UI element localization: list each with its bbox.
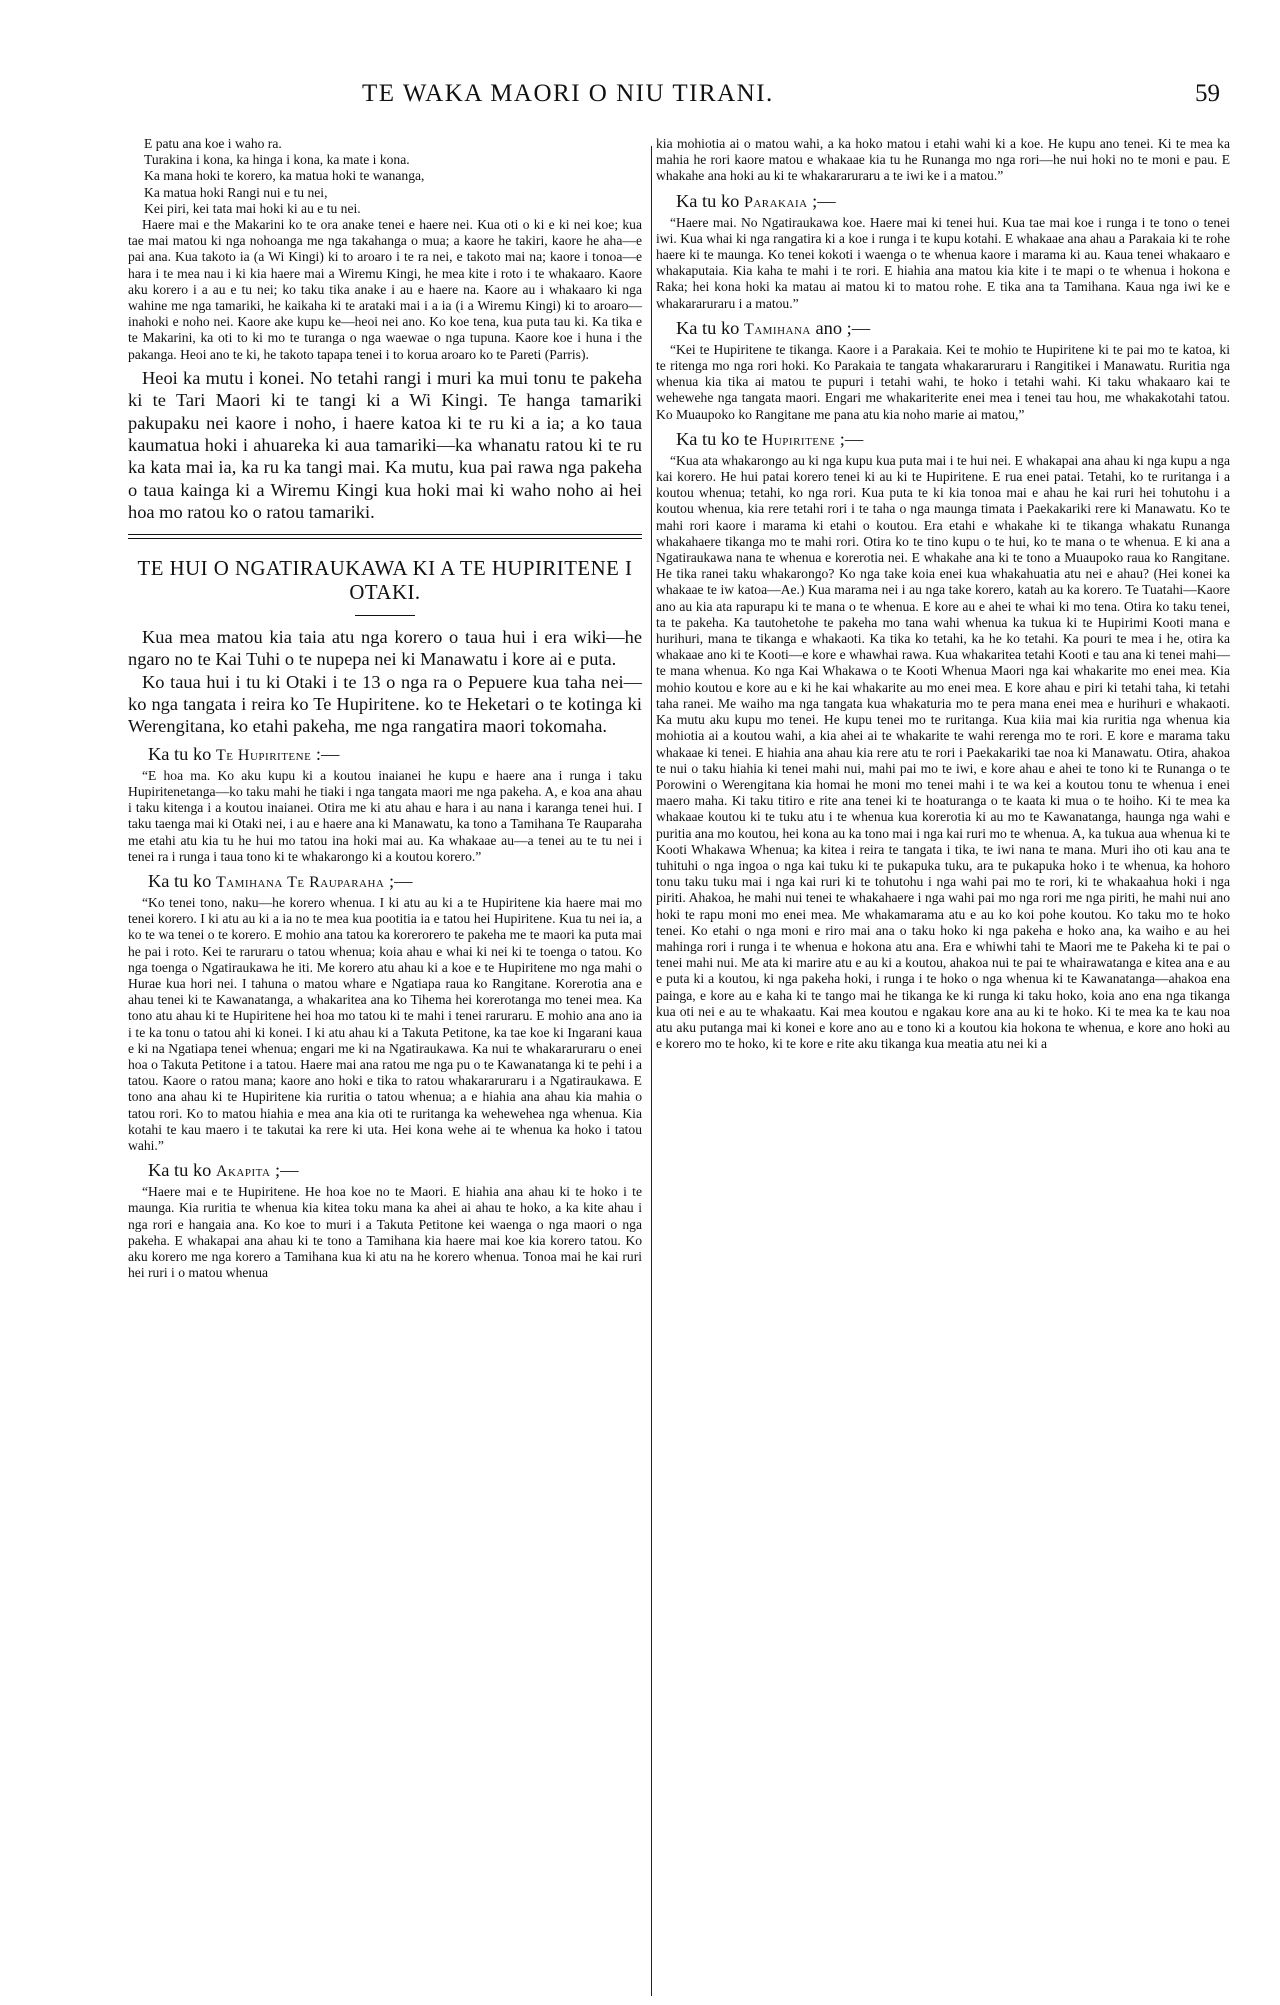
paragraph: Kua mea matou kia taia atu nga korero o taua hui i era wiki—he ngaro no te Kai Tuhi o te nupepa nei ki Manawatu i kore ai e puta. bbox=[128, 626, 642, 670]
column-divider bbox=[651, 146, 652, 1996]
verse-line: Ka matua hoki Rangi nui e tu nei, bbox=[144, 184, 328, 200]
speaker-name: Parakaia bbox=[743, 193, 808, 211]
speaker-prefix: Ka tu ko bbox=[148, 743, 216, 764]
page-number: 59 bbox=[1195, 80, 1220, 107]
speaker-prefix: Ka tu ko bbox=[148, 870, 216, 891]
page-header bbox=[132, 80, 1232, 120]
speaker-suffix: ;— bbox=[807, 190, 836, 211]
speaker-suffix: ;— bbox=[835, 428, 864, 449]
short-rule bbox=[355, 615, 415, 616]
speaker-suffix: ;— bbox=[384, 870, 413, 891]
speech: “Haere mai. No Ngatiraukawa koe. Haere mai ki tenei hui. Kua tae mai koe i runga i te tono o tenei iwi. Kua whai ki nga rangatira ki a koe i runga i te kupu kotahi. E whakaae ana ahau a Parakaia ki te rohe haere ki te maunga. Ko tenei kokoti i waenga o te whenua kaore i marama ki au. Kaua tenei whakaaro e whakaputaia. Kia kaha te mahi i te rori. E hiahia ana matou kia kite i te mapi o te whenua i hokona e Raka; hei kona hoki ka matau ai matou ki to matou rohe. E tika ana ta Tamihana. Kaua nga iwi ke e whakararuraru i a matou.” bbox=[656, 214, 1230, 311]
paragraph: Haere mai e the Makarini ko te ora anake tenei e haere nei. Kua oti o ki e ki nei koe; kua tae mai matou ki nga nohoanga me nga takahanga o mua; a kaore he takiri, kaore he aha—e pai ana. Kua takoto ia (a Wi Kingi) ki to aroaro i te ra nei, e takoto mai na; kaore i tonoa—e hara i te mea nau i ki kia haere mai a Wiremu Kingi, he mea kite i roto i te whakaaro. Kaore aku korero i a au e tu nei; ko taku tika anake i au e haere na. Kaore au i whakaaro ki nga wahine me nga tamariki, he kaikaha ki te arataki mai i a ia (i a Wiremu Kingi) ki to aroaro—inahoki e noho nei. Kaore ake kupu ke—heoi nei ano. Ko koe tena, kua puta tau ki. Ka tika e te Makarini, ka oti to ki mo te turanga o nga waewae o nga tupuna. Kaore koe i huna i the pakanga. Heoi ano te ki, he takoto tapapa tenei i to korua aroaro ko te Pareti (Parris). bbox=[128, 217, 642, 362]
speaker-prefix: Ka tu ko bbox=[676, 317, 744, 338]
speech: “E hoa ma. Ko aku kupu ki a koutou inaianei he kupu e haere ana i runga i taku Hupiritenetanga—ko taku mahi he tiaki i nga tangata maori me nga pakeha. A, e koa ana ahau i taku kitenga i a koutou inaianei. Otira me ki atu ahau e hara i au nana i karanga tenei hui. I taku taenga mai ki Otaki nei, i au e haere ana ki Manawatu, ka tono a Tamihana Te Rauparaha me etahi atu kia tu he hui mo tatou ina hoki mai au. Ka whakaae au—a tenei au te tu nei i tenei ra i runga i taua tono ki te whakarongo ki a koutou korero.” bbox=[128, 767, 642, 864]
left-column bbox=[128, 136, 642, 1281]
verse-line: E patu ana koe i waho ra. bbox=[144, 136, 282, 151]
speaker-heading bbox=[128, 869, 642, 895]
speaker-suffix: :— bbox=[311, 743, 340, 764]
speaker-name: Akapita bbox=[215, 1163, 271, 1181]
speaker-heading bbox=[128, 742, 642, 768]
speaker-suffix: ;— bbox=[270, 1160, 299, 1181]
paragraph: kia mohiotia ai o matou wahi, a ka hoko matou i etahi wahi ki a koe. He kupu ano tenei. Ki te mea ka mahia he rori kaore matou e whakaae kia tu he Runanga mo nga rori—he nui hoki no te moni e pau. E whakahe ana hoki au ki te whakararuraru a te iwi ke i a matou.” bbox=[656, 136, 1230, 184]
section-rule bbox=[128, 534, 642, 539]
verse-block bbox=[128, 136, 642, 217]
speaker-prefix: Ka tu ko bbox=[676, 190, 744, 211]
speaker-name: Tamihana bbox=[743, 320, 811, 338]
speaker-prefix: Ka tu ko te bbox=[676, 428, 762, 449]
verse-line: Ka mana hoki te korero, ka matua hoki te wananga, bbox=[144, 168, 425, 184]
speech: “Kua ata whakarongo au ki nga kupu kua puta mai i te hui nei. E whakapai ana ahau ki nga kupu a nga kai korero. He hui patai korero tenei ki au ki te Hupiritene. E rua enei patai. Tetahi, ko te ruritanga i a koutou whenua; tetahi, ko nga rori. Kua puta te ki kia tonoa mai e ahau he kai ruri hei tohutohu i a koutou whenua, kia rere tetahi rori i te taha o nga maunga timata i Paekakariki rere ki Manawatu. Ko te mahi rori kaore i marama ki etahi o koutou. Era etahi e whakahe ki te tikanga whakatu Runanga whakahaere tikanga mo te mahi rori. Otira ko te tino kupu o te hui, ko te mana o te whenua. E ki ana a Ngatiraukawa nana te whenua e korerotia nei. E whakahe ana ki te tono a Muaupoko raua ko Rangitane. He tika ranei taku whakarongo? Ko nga take koia enei kua whakahuatia atu nei e ahau? (Hei konei ka whakaae te iw katoa—Ae.) Kua marama nei i au nga take korero, katah au ka korero. Te Tuatahi—Kaore ano au kia ata rapurapu ki te mana o te whenua. E kore au e ahei te whai ki mo tena. Otira ko taku tenei, ta te pakeha. Ka tautohetohe te pakeha mo tana wahi whenua ka tukua ki te Hupirimi Kooti mana e hurihuri, mana te tikanga e whakaoti. Ka tika ko tetahi, ka he ko tetahi. Ka pouri te mea i he, otira ka whakaae ano ki te Kooti—e kore e whawhai rawa. Kua whakaritea tetahi Kooti e tau ana ki tenei mahi—te mana whenua. Ko nga Kai Whakawa o te Kooti Whenua Maori nga kai whakarite mo enei mea. Kia mohio koutou e kore au e ki he kai whakarite au mo enei mea. E kore ahau e piri ki tetahi taha, ki tetahi taha ranei. Me waiho ma nga tangata kua whakaturia mo te pera mana enei mea e hurihuri e whakaoti. Ka mutu aku kupu mo tenei. He kupu tenei mo te ruritanga. Kua kiia mai kia ruritia nga whenua kia mohiotia ai a koutou wahi, a kia ahei ai te whakarite te wahi rerenga mo te rori. E kore e marama taku whakaae ki tenei. E hiahia ana ahau kia rere atu te rori i Paekakariki tae noa ki Manawatu. Otira, ahakoa te nui o taku hiahia ki tenei mahi nui, mahi pai mo te iwi, e kore ahau e ahei te tono ki te Runanga o te Porowini o Werengitana kia homai he moni mo tenei mahi i te wa kei a koutou tonu te whenua i enei maero maha. Ki taku titiro e rite ana tenei ki te hoaturanga o te kaata ki mua o te hoiho. Ki te mea ka whakaae koutou ki te tuku atu i te whenua kua korerotia ki au mo te Kawanatanga, haunga nga wahi e puritia ana mo koutou, hei kona au ka tono mai i nga kai ruri mo te whenua. A, ka tukua aua whenua ki te Kooti Whakawa Whenua; ka kitea i reira te tangata i tika, te iwi nana te mana. Muri iho oti kau ana te tuhituhi o nga ingoa o nga kai tuku ki te pukapuka tuku, ara te pukapuka hoko i te whenua, ka hohoro tonu taku tuku mai i nga kai ruri ki te tohutohu i nga wahi pai mo te rori, ki te whakaahua hoki i nga piriti. Ahakoa, he mahi nui tenei te whakahaere i nga wahi pai mo nga rori me nga piriti, he mahi nui ano hoki te rapu moni mo enei mea. Me whakamarama atu e au ko koi pohe koutou. Ko taku mo te hoko tenei. Ko etahi o nga moni e riro mai ana o taku hoko ki nga pakeha e hoko ana, ka waiho e au hei mahinga rori i runga i te whenua e hokona atu ana. Era e whiwhi tahi te Maori me te Pakeha ki te pai o tenei mahi nui. Me ata ki marire atu e au ki a koutou, ahakoa nui te pai te whairawatanga e kitea ana e au e puta ki a koutou, ki nga pakeha hoki, i runga i te hoko o nga whenua ki te Kawanatanga—ahakoa ena painga, e kore au e kaha ki te tango mai he tikanga ke ki runga ki taku hoko, koia ano ena nga tikanga kua oti nei e au te whakaatu. Kai mea koutou e ngakau kore ana au ki te hoko. Ki te mea ka te kau noa atu aku putanga mai ki konei e kore ano au e tono ki a koutou kia hokona te whenua, e kore ano hoki au e korero mo te hoko, ki te kore e rite aku tikanga kua meatia atu nei ki a bbox=[656, 452, 1230, 1052]
speaker-prefix: Ka tu ko bbox=[148, 1160, 216, 1181]
speaker-heading bbox=[656, 189, 1230, 215]
paragraph: Heoi ka mutu i konei. No tetahi rangi i muri ka mui tonu te pakeha ki te Tari Maori ki te tangi ki a Wi Kingi. Te hanga tamariki pakupaku nei kaore i noho, i haere katoa ki te ru ki a ia; a ko taua kaumatua hoki i ahuareka ki aua tamariki—ka whanatu ratou ki te ru ka kata mai ia, ka ru ka tangi mai. Ka mutu, kua pai rawa nga pakeha o taua kainga ki a Wiremu Kingi kua hoki mai ki waho noho ai hei hoa mo ratou ko o ratou tamariki. bbox=[128, 367, 642, 523]
paragraph: Ko taua hui i tu ki Otaki i te 13 o nga ra o Pepuere kua taha nei—ko nga tangata i reira ko Te Hupiritene. ko te Heketari o te kotinga ki Werengitana, ko etahi pakeha, me nga rangatira maori tokomaha. bbox=[128, 671, 642, 737]
speaker-heading bbox=[128, 1158, 642, 1184]
speech: “Kei te Hupiritene te tikanga. Kaore i a Parakaia. Kei te mohio te Hupiritene ki te pai mo te katoa, ki te ritenga mo nga rori hoki. Ko Parakaia te tangata whakararuraru i Rangitikei i Manawatu. Ruritia nga whenua kia tika ai matou te pupuri i tetahi wahi, te hoko i tetahi wahi. Ki taku whakaaro kai te wehewehe nga tangata maori. Engari me whakariterite enei mea i tenei tau hou, me whakakotahi tatou. Ko Muaupoko ko Rangitane me pana atu kia noho marie ai matou,” bbox=[656, 341, 1230, 422]
speaker-name: Te Hupiritene bbox=[215, 746, 312, 764]
verse-line: Turakina i kona, ka hinga i kona, ka mate i kona. bbox=[144, 152, 410, 168]
speaker-name: Tamihana Te Rauparaha bbox=[215, 873, 385, 891]
speaker-heading bbox=[656, 427, 1230, 453]
speaker-suffix: ano ;— bbox=[810, 317, 871, 338]
speech: “Ko tenei tono, naku—he korero whenua. I ki atu au ki a te Hupiritene kia haere mai mo tenei korero. I ki atu au ki a ia no te mea kua pootitia ia e tatou hei Hupiritene. Kua tu nei ia, a ko te wa tenei o te korero. E mohio ana tatou ka korerorero te pakeha me te maori ka puta mai he pai i roto. Kei te raruraru o tatou whenua; koia ahau e whai ki nei ki te toenga o tatou. Ko nga toenga o Ngatiraukawa he iti. Me korero atu ahau ki a koe e te Hupiritene mo nga mahi o Hurae kua hori nei. I tahuna o matou whare e Ngatiapa raua ko Rangitane. Korerotia ana e ahau tenei ki te Kawanatanga, a whakaritea ana ko Tihema hei korerotanga mo tenei mea. Ka tono atu ahau ki te Hupiritene hei hoa mo tatou ki te mahi i tenei raruraru. E mohio ana ano ia i te ka tonu o tatou ahi ki konei. I ki atu ahau ki a Takuta Petitone, ka tae koe ki Ingarani kaua e ki na Ngatiapa tenei whenua; engari me ki na Ngatiraukawa. Ka nui te whakararuraru o enei hoa o Takuta Petitone i a tatou. Haere mai ana ratou me nga pu o te Kawanatanga ki te pehi i a tatou. Kaore o ratou mana; kaore ano hoki e tika to ratou whakararuraru i a Ngatiraukawa. E tono ana ahau ki te Hupiritene kia ruritia o tatou whenua; a e hiahia ana ahau kia mahia o tatou rori. Ko to matou hiahia e mea ana kia oti te ruritanga ka wehewehea nga whenua. Kia kotahi te kau maero i te takutai ka rere ki uta. Hei kona wehe ai te whenua ka hoko i tatou wahi.” bbox=[128, 894, 642, 1153]
speaker-name: Hupiritene bbox=[761, 431, 836, 449]
section-title: TE HUI O NGATIRAUKAWA KI A TE HUPIRITENE I OTAKI. bbox=[137, 556, 633, 604]
verse-line: Kei piri, kei tata mai hoki ki au e tu nei. bbox=[144, 200, 361, 216]
speaker-heading bbox=[656, 316, 1230, 342]
speech: “Haere mai e te Hupiritene. He hoa koe no te Maori. E hiahia ana ahau ki te hoko i te maunga. Kia ruritia te whenua kia kitea toku mana ka ahei ai ahau te hoko, a ka kite ahau i nga rori e hangaia ana. Ko koe to muri i a Takuta Petitone kei waenga o nga maori o nga pakeha. E whakapai ana ahau ki te tono a Tamihana kia haere mai koe kia korero tatou. Ko aku korero me nga korero a Tamihana kua ki atu na he korero whenua. Tonoa mai he kai ruri hei ruri i o matou whenua bbox=[128, 1184, 642, 1281]
right-column bbox=[656, 136, 1230, 1052]
running-title: TE WAKA MAORI O NIU TIRANI. bbox=[362, 80, 774, 107]
